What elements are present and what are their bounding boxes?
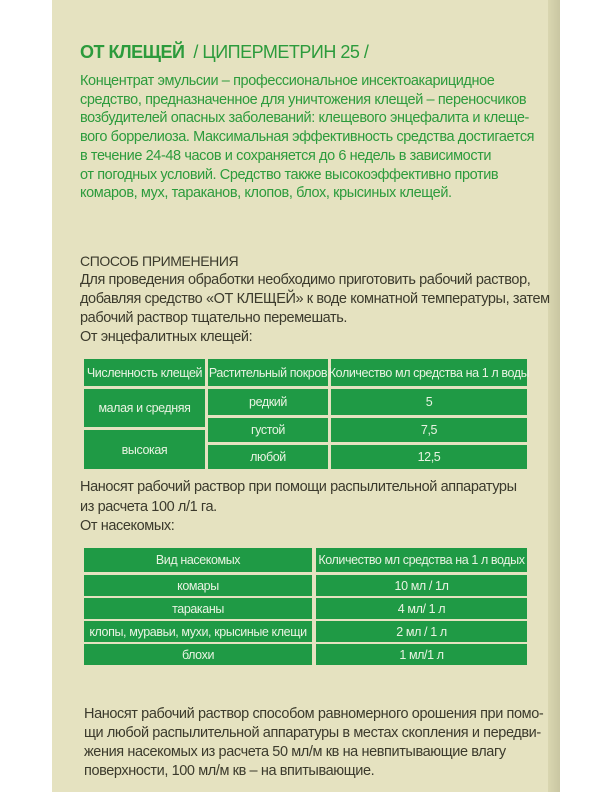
text-line: жения насекомых из расчета 50 мл/м кв на невпитывающие влагу [84, 744, 506, 760]
text-line: От насекомых: [80, 518, 175, 534]
text-line: средство, предназначенное для уничтожения клещей – переносчиков [80, 91, 527, 108]
title-main: ОТ КЛЕЩЕЙ [80, 42, 185, 62]
insect-amount-cell: 1 мл/1 л [316, 644, 527, 665]
cover-cell: густой [208, 418, 328, 442]
amount-cell: 12,5 [331, 445, 527, 469]
ticks-header-2: Количество мл средства на 1 л воды [331, 359, 527, 386]
text-line: От энцефалитных клещей: [80, 329, 253, 345]
amount-cell: 5 [331, 389, 527, 415]
text-line: щи любой распылительной аппаратуры в местах скопления и передви- [84, 725, 541, 741]
insects-header-0: Вид насекомых [84, 548, 312, 572]
ticks-header-0: Численность клещей [84, 359, 205, 386]
usage-heading: СПОСОБ ПРИМЕНЕНИЯ [80, 253, 239, 269]
text-line: из расчета 100 л/1 га. [80, 498, 217, 515]
cover-cell: редкий [208, 389, 328, 415]
product-title [80, 42, 368, 63]
insect-name-cell: блохи [84, 644, 312, 665]
title-sub: / ЦИПЕРМЕТРИН 25 / [193, 42, 369, 62]
text-line: вого боррелиоза. Максимальная эффективность средства достигается [80, 129, 535, 146]
text-line: Для проведения обработки необходимо приготовить рабочий раствор, [80, 272, 531, 288]
text-line: Наносят рабочий раствор при помощи распылительной аппаратуры [80, 479, 517, 495]
text-line: от погодных условий. Средство также высокоэффективно против [80, 166, 499, 183]
text-line: Наносят рабочий раствор способом равномерного орошения при помо- [84, 706, 544, 722]
insect-name-cell: тараканы [84, 598, 312, 619]
insects-header-1: Количество мл средства на 1 л водых [316, 548, 527, 572]
cover-cell: любой [208, 445, 328, 469]
text-line: Концентрат эмульсии – профессиональное инсектоакарицидное [80, 73, 495, 89]
text-line: добавляя средство «ОТ КЛЕЩЕЙ» к воде комнатной температуры, затем [80, 291, 550, 307]
ticks-header-1: Растительный покров [208, 359, 328, 386]
text-line: поверхности, 100 мл/м кв – на впитывающие. [84, 763, 375, 779]
insect-name-cell: клопы, муравьи, мухи, крысиные клещи [84, 621, 312, 642]
amount-cell: 7,5 [331, 418, 527, 442]
text-line: комаров, мух, тараканов, клопов, блох, крысиных клещей. [80, 185, 452, 202]
text-line: рабочий раствор тщательно перемешать. [80, 310, 348, 326]
insect-amount-cell: 2 мл / 1 л [316, 621, 527, 642]
density-cell: высокая [84, 430, 205, 469]
insect-amount-cell: 4 мл/ 1 л [316, 598, 527, 619]
text-line: возбудителей опасных заболеваний: клещевого энцефалита и клеще- [80, 110, 529, 127]
insect-amount-cell: 10 мл / 1л [316, 575, 527, 596]
text-line: в течение 24-48 часов и сохраняется до 6 недель в зависимости [80, 147, 492, 164]
insect-name-cell: комары [84, 575, 312, 596]
package-edge [548, 0, 560, 792]
density-cell: малая и средняя [84, 389, 205, 427]
